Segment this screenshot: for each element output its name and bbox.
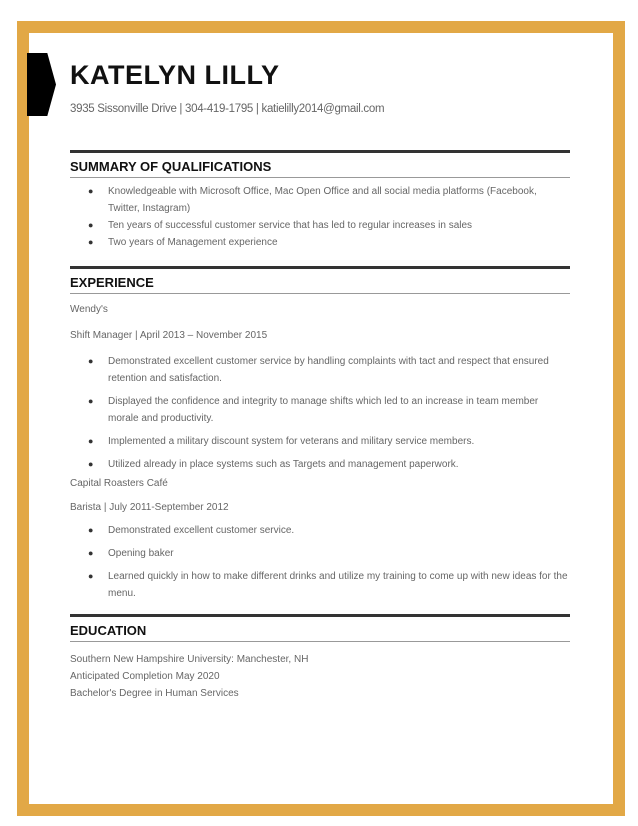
summary-list	[70, 183, 570, 251]
bullet-icon: ●	[88, 220, 94, 230]
section-rule	[70, 293, 570, 294]
employer-name: Wendy's	[70, 304, 108, 315]
section-title: EXPERIENCE	[70, 275, 154, 290]
bullet-icon: ●	[88, 459, 94, 469]
job-duties-list	[70, 353, 570, 473]
candidate-name: KATELYN LILLY	[70, 60, 280, 90]
contact-line: 3935 Sissonville Drive | 304-419-1795 | katielilly2014@gmail.com	[70, 103, 385, 115]
section-title: SUMMARY OF QUALIFICATIONS	[70, 159, 272, 174]
list-item: ● Implemented a military discount system for veterans and military service members.	[70, 433, 570, 450]
education-school: Southern New Hampshire University: Manchester, NH	[70, 654, 309, 665]
job-role: Barista | July 2011-September 2012	[70, 502, 229, 513]
list-item: ● Ten years of successful customer service that has led to regular increases in sales	[70, 217, 570, 234]
bullet-icon: ●	[88, 186, 94, 196]
list-item: ● Knowledgeable with Microsoft Office, Mac Open Office and all social media platforms (Facebook, Twitter, Instagram)	[70, 183, 570, 217]
bullet-icon: ●	[88, 237, 94, 247]
list-item: ● Opening baker	[70, 545, 570, 562]
bullet-icon: ●	[88, 548, 94, 558]
education-completion: Anticipated Completion May 2020	[70, 671, 220, 682]
education-degree: Bachelor's Degree in Human Services	[70, 688, 239, 699]
list-item: ● Displayed the confidence and integrity to manage shifts which led to an increase in team member morale and productivity.	[70, 393, 570, 427]
summary-section-header	[70, 150, 570, 178]
section-title: EDUCATION	[70, 623, 147, 638]
bullet-icon: ●	[88, 356, 94, 366]
bullet-icon: ●	[88, 436, 94, 446]
section-rule	[70, 177, 570, 178]
employer-name: Capital Roasters Café	[70, 478, 168, 489]
list-item: ● Two years of Management experience	[70, 234, 570, 251]
section-rule	[70, 641, 570, 642]
list-item: ● Demonstrated excellent customer service by handling complaints with tact and respect that ensured retention and satisfaction.	[70, 353, 570, 387]
bullet-icon: ●	[88, 571, 94, 581]
job-duties-list	[70, 522, 570, 602]
list-item: ● Demonstrated excellent customer service.	[70, 522, 570, 539]
experience-section-header	[70, 266, 570, 294]
bullet-icon: ●	[88, 396, 94, 406]
list-item: ● Utilized already in place systems such as Targets and management paperwork.	[70, 456, 570, 473]
education-section-header	[70, 614, 570, 642]
bullet-icon: ●	[88, 525, 94, 535]
job-role: Shift Manager | April 2013 – November 2015	[70, 330, 268, 341]
list-item: ● Learned quickly in how to make different drinks and utilize my training to come up with new ideas for the menu.	[70, 568, 570, 602]
